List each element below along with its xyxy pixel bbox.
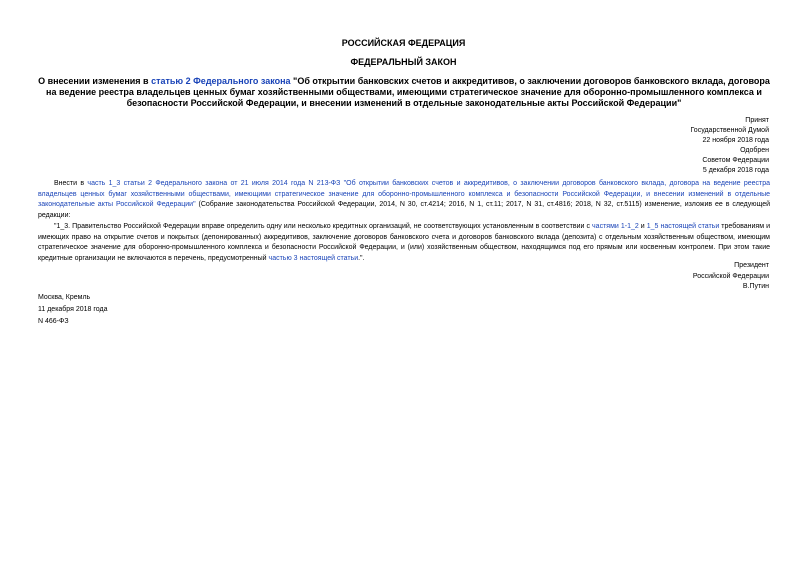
adoption-block — [690, 116, 769, 176]
law-title — [38, 76, 770, 109]
place-date: 11 декабря 2018 года — [38, 306, 108, 313]
intro-link[interactable]: часть 1_3 статьи 2 Федерального закона от 21 июля 2014 года N 213-ФЗ "Об открытии банковских счетов и аккредитивов, о заключении договоров банковского вклада, договора на ведение реестра владельцев ценных бумаг хозяйственными обществами, имеющими стратегическое значение для оборонно-промышленного комплекса и безопасности Российской Федерации, и внесении изменений в отдельные законодательные акты Российской Федерации" — [38, 180, 770, 209]
approved-date: 5 декабря 2018 года — [702, 167, 769, 174]
intro-text-1: Внести в — [54, 180, 88, 187]
amendment-text-3: требованиям и имеющих право на открытие счетов и покрытых (депонированных) аккредитивов, заключение договоров банковского счета и договоров банковского вклада (депозита) с отдельным хозяйственным обществом, имеющим стратегическое значение для оборонно-промышленного комплекса и безопасности Российской Федерации, и (или) хозяйственным обществом, находящимся под его прямым или косвенным контролем. При этом такие кредитные организации не включаются в перечень, предусмотренный — [38, 223, 770, 263]
amendment-link-part-1-5[interactable]: 1_5 настоящей статьи — [646, 223, 720, 230]
amendment-text-2: и — [638, 223, 647, 230]
place-block — [38, 292, 108, 328]
signature-role: Президент — [734, 262, 769, 269]
approved-label: Одобрен — [740, 147, 769, 154]
amendment-link-part-3[interactable]: частью 3 настоящей статьи — [268, 255, 359, 263]
amendment-paragraph — [38, 222, 770, 265]
intro-text-2: (Собрание законодательства Российской Федерации, 2014, N 30, ст.4214; 2016, N 1, ст.11; 2017, N 31, ст.4816; 2018, N 32, ст.5115) изменение, изложив ее в следующей редакции: — [38, 201, 770, 220]
accepted-by: Государственной Думой — [690, 127, 769, 134]
place-city: Москва, Кремль — [38, 294, 91, 301]
signature-name: В.Путин — [742, 283, 769, 290]
amendment-link-parts-1-1-2[interactable]: частями 1-1_2 — [592, 223, 639, 230]
title-rest: "Об открытии банковских счетов и аккредитивов, о заключении договоров банковского вклада, договора на ведение реестра владельцев ценных бумаг хозяйственными обществами, имеющими стратегическое значение для оборонно-промышленного комплекса и безопасности Российской Федерации, и внесении изменений в отдельные законодательные акты Российской Федерации" — [46, 76, 770, 108]
amendment-text-1: "1_3. Правительство Российской Федерации вправе определить одну или несколько кредитных организаций, не соответствующих установленным в соответствии с — [54, 223, 593, 230]
signature-block — [693, 261, 769, 293]
title-prefix: О внесении изменения в — [38, 76, 152, 86]
approved-by: Советом Федерации — [702, 157, 769, 164]
law-number: N 466-ФЗ — [38, 318, 69, 325]
signature-country: Российской Федерации — [692, 272, 769, 280]
title-link[interactable]: статью 2 Федерального закона — [151, 76, 291, 86]
accepted-label: Принят — [745, 117, 769, 124]
country-heading: РОССИЙСКАЯ ФЕДЕРАЦИЯ — [341, 38, 466, 48]
intro-paragraph — [38, 179, 770, 222]
amendment-text-4: .". — [358, 255, 365, 263]
doc-type-heading: ФЕДЕРАЛЬНЫЙ ЗАКОН — [350, 57, 457, 67]
accepted-date: 22 ноября 2018 года — [702, 137, 769, 144]
